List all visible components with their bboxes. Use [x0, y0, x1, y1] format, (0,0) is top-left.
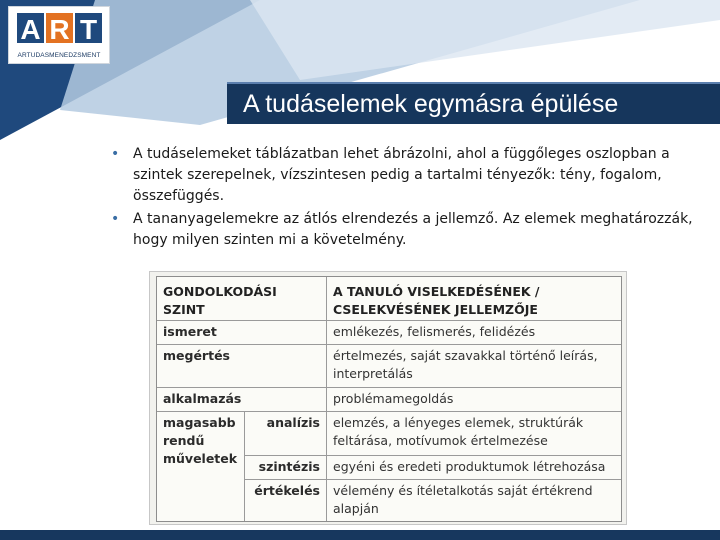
table-subrow-level: értékelés — [245, 480, 327, 521]
table-row-level: alkalmazás — [157, 388, 327, 412]
table-subrow-description: elemzés, a lényeges elemek, struktúrák feltárása, motívumok értelmezése — [327, 412, 621, 456]
table-row-level: ismeret — [157, 321, 327, 345]
slide-title: A tudáselemek egymásra épülése — [243, 90, 619, 118]
logo-letter-a: A — [20, 14, 41, 45]
company-logo — [8, 6, 110, 64]
levels-table-image — [149, 271, 627, 525]
logo-letter-t: T — [79, 14, 98, 45]
table-header-level: GONDOLKODÁSI SZINT — [157, 277, 327, 321]
bullet-list — [108, 144, 712, 253]
table-row-description: emlékezés, felismerés, felidézés — [327, 321, 621, 345]
bullet-text: A tananyagelemekre az átlós elrendezés a jellemző. Az elemek meghatározzák, hogy milyen szinten mi a követelmény. — [133, 211, 693, 248]
table-subrow-description: vélemény és ítéletalkotás saját értékrend alapján — [333, 483, 593, 516]
pale-blue-band — [250, 0, 720, 80]
table-row-description: értelmezés, saját szavakkal történő leírás, interpretálás — [327, 345, 621, 388]
logo-letter-r: R — [49, 14, 70, 45]
bullet-item — [108, 144, 712, 207]
table-subrow-description: egyéni és eredeti produktumok létrehozása — [327, 456, 621, 480]
table-row-level: megértés — [157, 345, 327, 388]
footer-bar — [0, 530, 720, 540]
levels-table — [156, 276, 622, 522]
table-header-behavior: A TANULÓ VISELKEDÉSÉNEK / CSELEKVÉSÉNEK JELLEMZŐJE — [327, 277, 621, 321]
bullet-text: A tudáselemeket táblázatban lehet ábrázolni, ahol a függőleges oszlopban a szintek szerepelnek, vízszintesen pedig a tartalmi tényezők: tény, fogalom, összefüggés. — [133, 146, 670, 204]
logo-text: ARTUDASMENEDZSMENT — [17, 52, 101, 59]
table-subrow-level: szintézis — [245, 456, 327, 480]
title-bar — [227, 82, 720, 124]
table-subrow-level: analízis — [245, 412, 327, 456]
bullet-item — [108, 209, 712, 251]
table-row-description: problémamegoldás — [327, 388, 621, 412]
bullet-dot-icon: • — [111, 211, 120, 227]
table-group-label: magasabb rendű műveletek — [157, 412, 245, 521]
bullet-dot-icon: • — [111, 146, 120, 162]
logo-letters-icon — [15, 11, 105, 45]
